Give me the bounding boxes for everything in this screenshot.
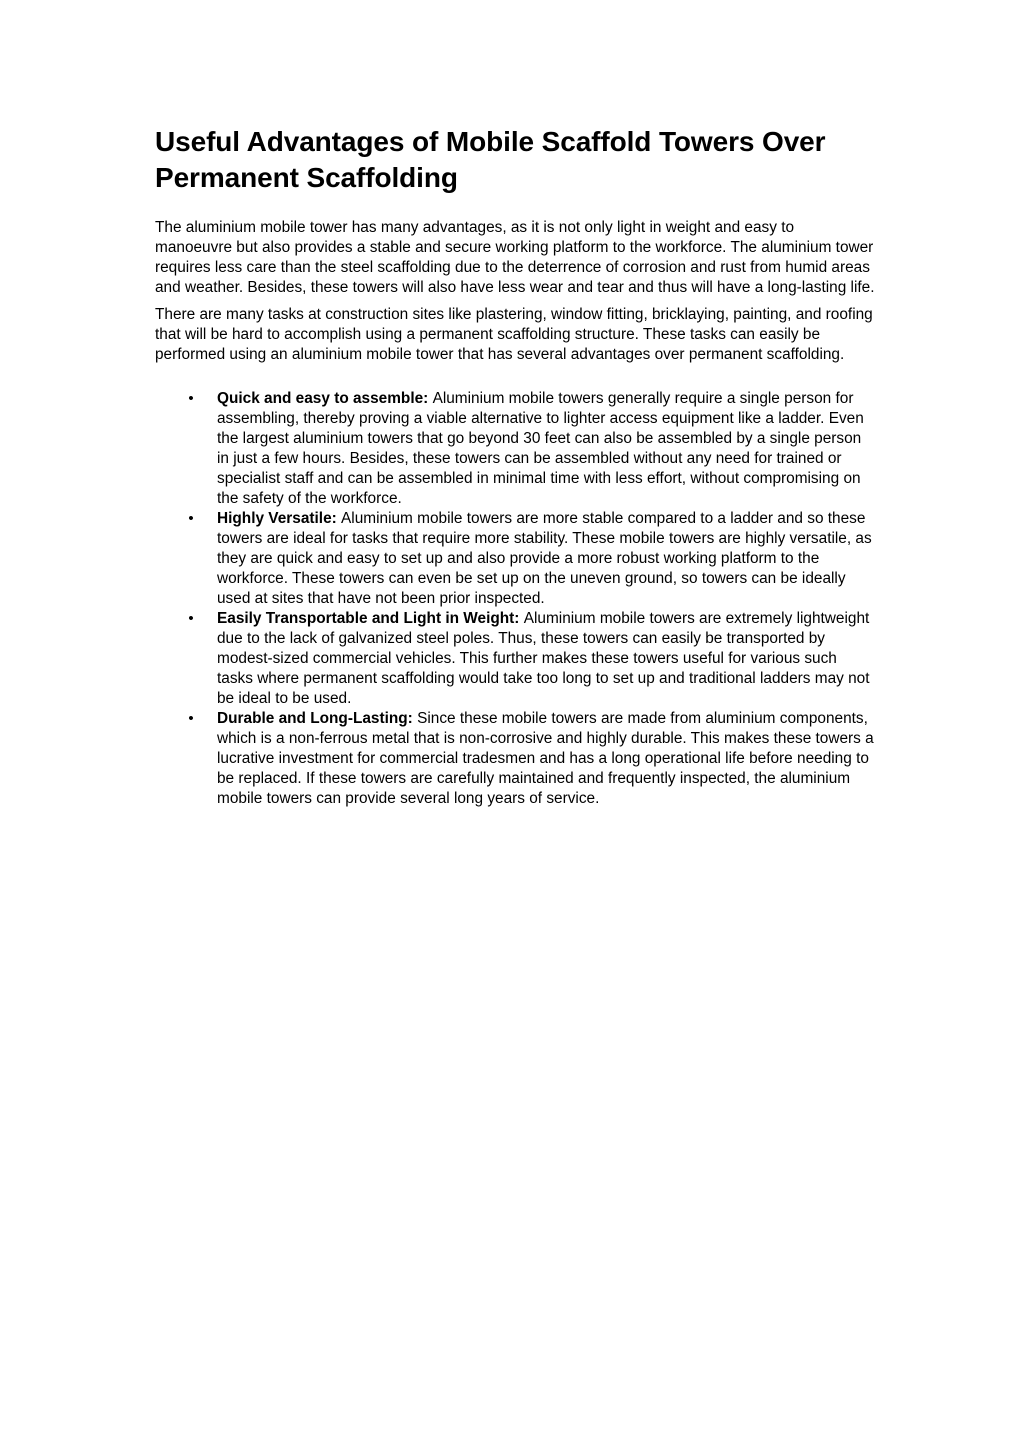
bullet-term: Quick and easy to assemble: xyxy=(217,390,433,407)
bullet-icon: • xyxy=(188,390,194,407)
list-item xyxy=(155,709,875,809)
tasks-paragraph: There are many tasks at construction sites like plastering, window fitting, bricklaying, painting, and roofing that will be hard to accomplish using a permanent scaffolding structure. These tasks can easily be performed using an aluminium mobile tower that has several advantages over permanent scaffolding. xyxy=(155,306,873,363)
bullet-icon: • xyxy=(188,710,194,727)
list-item xyxy=(155,389,875,509)
list-item xyxy=(155,609,875,709)
document-page xyxy=(155,124,875,809)
bullet-term: Highly Versatile: xyxy=(217,510,342,527)
bullet-term: Durable and Long-Lasting: xyxy=(217,710,418,727)
bullet-text: Since these mobile towers are made from aluminium components, which is a non-ferrous metal that is non-corrosive and highly durable. This makes these towers a lucrative investment for commercial tradesmen and has a long operational life before needing to be replaced. If these towers are carefully maintained and frequently inspected, the aluminium mobile towers can provide several long years of service. xyxy=(217,710,874,807)
bullet-term: Easily Transportable and Light in Weight: xyxy=(217,610,524,627)
bullet-icon: • xyxy=(188,510,194,527)
bullet-icon: • xyxy=(188,610,194,627)
bullet-text: Aluminium mobile towers are more stable compared to a ladder and so these towers are ideal for tasks that require more stability. These mobile towers are highly versatile, as they are quick and easy to set up and also provide a more robust working platform to the workforce. These towers can even be set up on the uneven ground, so towers can be ideally used at sites that have not been prior inspected. xyxy=(217,510,872,607)
bullet-text: Aluminium mobile towers generally require a single person for assembling, thereby proving a viable alternative to lighter access equipment like a ladder. Even the largest aluminium towers that go beyond 30 feet can also be assembled by a single person in just a few hours. Besides, these towers can be assembled without any need for trained or specialist staff and can be assembled in minimal time with less effort, without compromising on the safety of the workforce. xyxy=(217,390,864,507)
advantages-list xyxy=(155,389,875,809)
document-title: Useful Advantages of Mobile Scaffold Towers Over Permanent Scaffolding xyxy=(155,126,826,193)
intro-paragraph: The aluminium mobile tower has many advantages, as it is not only light in weight and easy to manoeuvre but also provides a stable and secure working platform to the workforce. The aluminium tower requires less care than the steel scaffolding due to the deterrence of corrosion and rust from humid areas and weather. Besides, these towers will also have less wear and tear and thus will have a long-lasting life. xyxy=(155,219,875,296)
list-item xyxy=(155,509,875,609)
bullet-text: Aluminium mobile towers are extremely lightweight due to the lack of galvanized steel poles. Thus, these towers can easily be transported by modest-sized commercial vehicles. This further makes these towers useful for various such tasks where permanent scaffolding would take too long to set up and traditional ladders may not be ideal to be used. xyxy=(217,610,870,707)
